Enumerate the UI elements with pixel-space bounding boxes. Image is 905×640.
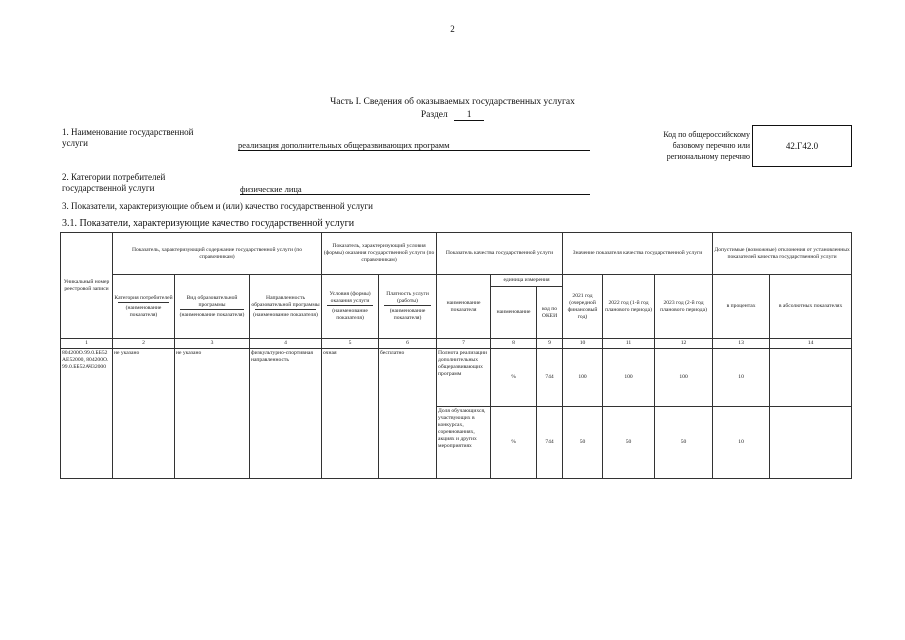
header-quality: Показатель качества государственной услуги [437,233,563,275]
table-row [61,349,852,407]
column-number: 8 [491,339,537,349]
column-number: 5 [322,339,379,349]
code-box: 42.Г42.0 [752,125,852,167]
cell-program-focus: физкультурно-спортивная направленность [250,349,322,479]
column-number: 12 [655,339,713,349]
cell-program-type: не указано [175,349,250,479]
header-absolute: в абсолютных показателях [770,275,852,339]
header-unit: единица измерения [491,275,563,287]
column-number: 9 [537,339,563,349]
section-number: 1 [454,110,484,121]
header-program-focus: Направленность образовательной программы (наименование показателя) [250,275,322,339]
service-name-label: 1. Наименование государственной услуги [62,127,194,148]
header-conditions: Показатель, характеризующий условия (формы) оказания государственной услуги (по справочникам) [322,233,437,275]
section-line [200,110,705,121]
consumer-category-label: 2. Категории потребителей государственной услуги [62,172,166,193]
page-number: 2 [450,24,455,34]
header-2023: 2023 год (2-й год планового периода) [655,275,713,339]
header-values: Значение показателя качества государственной услуги [563,233,713,275]
column-number: 14 [770,339,852,349]
header-unique-number: Уникальный номер реестровой записи [61,233,113,339]
cell-payment: бесплатно [379,349,437,479]
header-forms: Условия (формы) оказания услуги (наименование показателя) [322,275,379,339]
column-number: 2 [113,339,175,349]
header-indicator-name: наименование показателя [437,275,491,339]
field3-heading: 3. Показатели, характеризующие объем и (или) качество государственной услуги [62,201,373,211]
column-number: 6 [379,339,437,349]
cell-okei: 744 [537,407,563,479]
cell-absolute [770,349,852,407]
consumer-category-value: физические лица [240,184,590,195]
column-number: 1 [61,339,113,349]
cell-form: очная [322,349,379,479]
column-number: 13 [713,339,770,349]
header-percent: в процентах [713,275,770,339]
header-program-type: Вид образовательной программы (наименование показателя) [175,275,250,339]
header-2021: 2021 год (очередной финансовый год) [563,275,603,339]
field31-heading: 3.1. Показатели, характеризующие качество государственной услуги [62,218,355,229]
column-number: 7 [437,339,491,349]
header-deviation: Допустимые (возможные) отклонения от установленных показателей качества государственной услуги [713,233,852,275]
header-category: Категория потребителей (наименование показателя) [113,275,175,339]
header-2022: 2022 год (1-й год планового периода) [603,275,655,339]
header-content: Показатель, характеризующий содержание государственной услуги (по справочникам) [113,233,322,275]
cell-category: не указано [113,349,175,479]
column-number: 10 [563,339,603,349]
header-okei: код по ОКЕИ [537,287,563,339]
cell-percent: 10 [713,407,770,479]
cell-2022: 50 [603,407,655,479]
cell-2023: 100 [655,349,713,407]
cell-indicator: Доля обучающихся, участвующих в конкурсах, соревнованиях, акциях и других мероприятиях [437,407,491,479]
cell-unit: % [491,349,537,407]
cell-unit: % [491,407,537,479]
cell-2021: 100 [563,349,603,407]
header-unit-name: наименование [491,287,537,339]
cell-percent: 10 [713,349,770,407]
column-number: 11 [603,339,655,349]
cell-2022: 100 [603,349,655,407]
quality-table [60,232,852,479]
column-number: 4 [250,339,322,349]
service-name-value: реализация дополнительных общеразвивающих программ [238,140,590,151]
column-number: 3 [175,339,250,349]
section-label: Раздел [420,110,448,120]
cell-okei: 744 [537,349,563,407]
header-payment: Платность услуги (работы) (наименование показателя) [379,275,437,339]
part-title: Часть I. Сведения об оказываемых государственных услугах [330,97,575,107]
cell-2021: 50 [563,407,603,479]
code-label: Код по общероссийскому базовому перечню или региональному перечню [663,130,750,161]
cell-absolute [770,407,852,479]
cell-indicator: Полнота реализации дополнительных общеразвивающих программ [437,349,491,407]
cell-registry-code: 804200О.99.0.ББ52АЕ52000, 804200О.99.0.ББ52АЧ32000 [61,349,113,479]
cell-2023: 50 [655,407,713,479]
